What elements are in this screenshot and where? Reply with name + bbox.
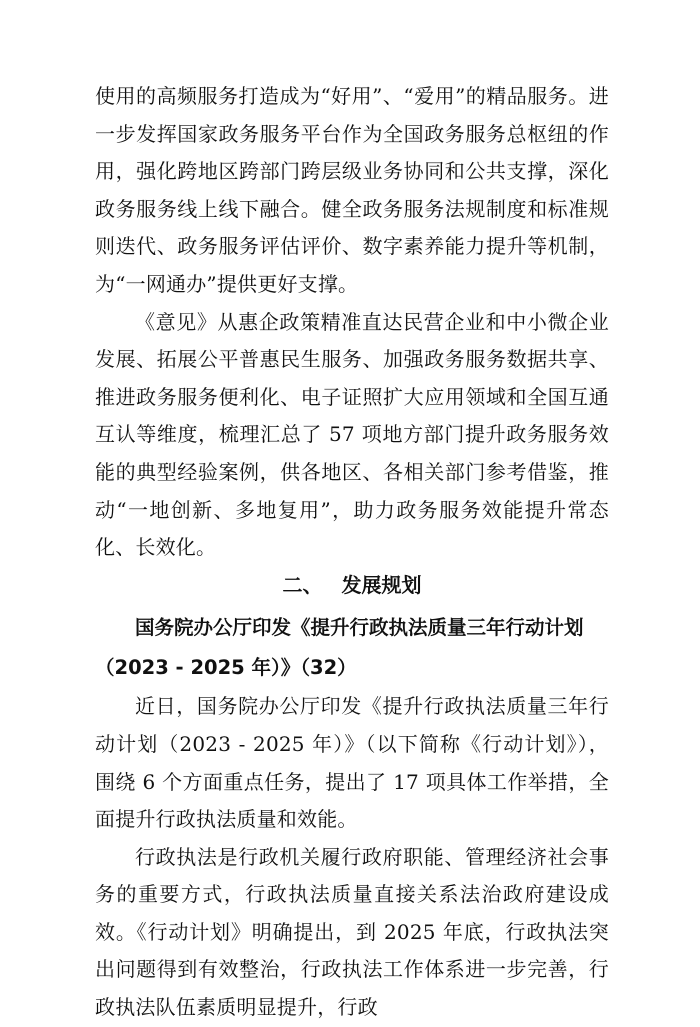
paragraph-action-plan-detail: 行政执法是行政机关履行政府职能、管理经济社会事务的重要方式，行政执法质量直接关系法治政府建设成效。《行动计划》明确提出，到 2025 年底，行政执法突出问题得到有效整治，行政执法工作体系进一步完善，行政执法队伍素质明显提升，行政 <box>95 844 609 1020</box>
section-number: 二、 <box>282 572 323 597</box>
paragraph-opinion-summary: 《意见》从惠企政策精准直达民营企业和中小微企业发展、拓展公平普惠民生服务、加强政务服务数据共享、推进政务服务便利化、电子证照扩大应用领域和全国互通互认等维度，梳理汇总了 57 项地方部门提升政务服务效能的典型经验案例，供各地区、各相关部门参考借鉴，推动“一地创新、多地复用”，助力政务服务效能提升常态化、长效化。 <box>95 309 609 560</box>
document-page <box>95 78 609 1027</box>
paragraph-action-plan-intro: 近日，国务院办公厅印发《提升行政执法质量三年行动计划（2023 - 2025 年）》（以下简称《行动计划》），围绕 6 个方面重点任务，提出了 17 项具体工作举措，全面提升行政执法质量和效能。 <box>95 694 609 832</box>
article-title: 国务院办公厅印发《提升行政执法质量三年行动计划（2023 - 2025 年）》（32） <box>95 616 584 680</box>
section-heading <box>95 567 609 605</box>
section-title: 发展规划 <box>341 572 422 597</box>
paragraph-intro-continuation: 使用的高频服务打造成为“好用”、“爱用”的精品服务。进一步发挥国家政务服务平台作为全国政务服务总枢纽的作用，强化跨地区跨部门跨层级业务协同和公共支撑，深化政务服务线上线下融合。健全政务服务法规制度和标准规则迭代、政务服务评估评价、数字素养能力提升等机制，为“一网通办”提供更好支撑。 <box>95 84 609 296</box>
